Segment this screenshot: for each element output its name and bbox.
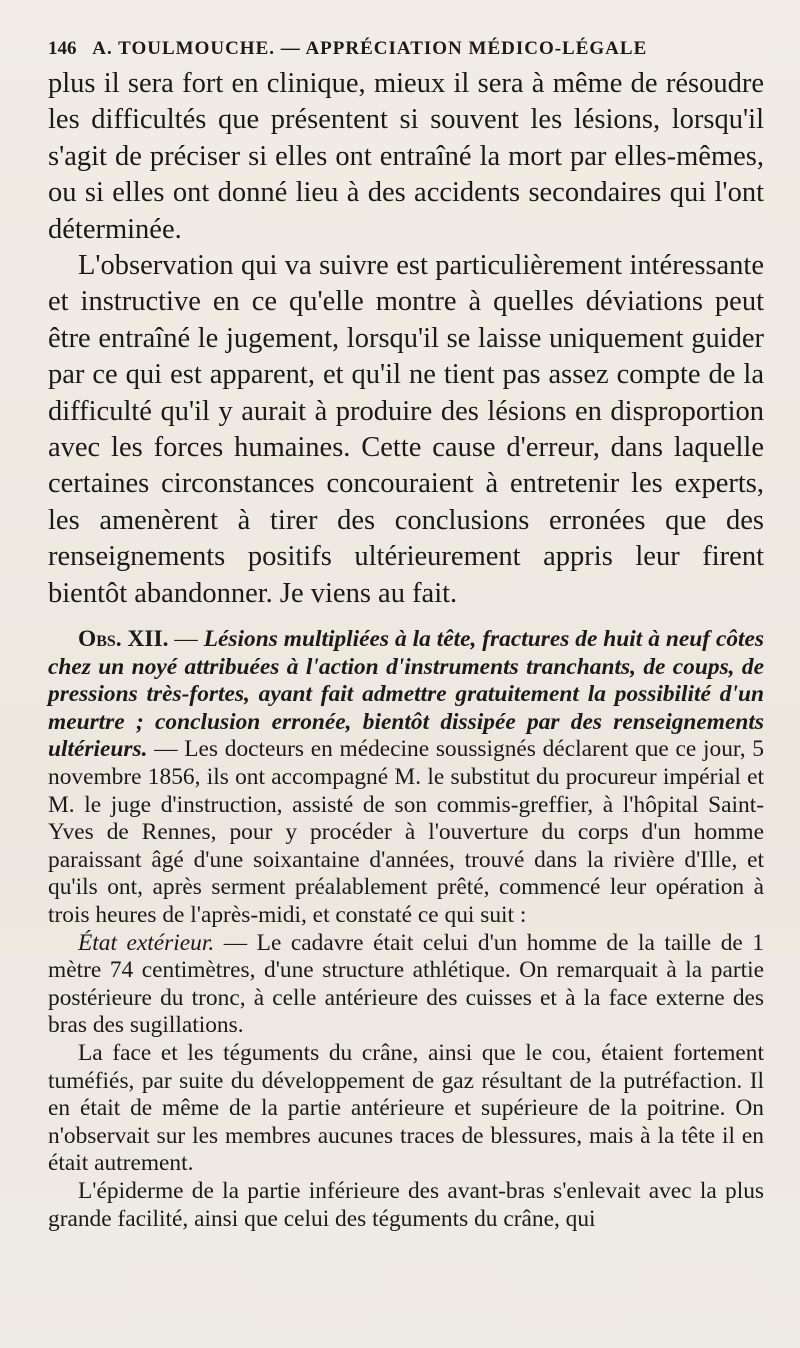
running-header: [48, 34, 764, 64]
section-face-teguments: La face et les téguments du crâne, ainsi que le cou, étaient fortement tuméfiés, par suite du développement de gaz résultant de la putréfaction. Il en était de même de la partie antérieure et supérieure de la poitrine. On n'observait sur les membres aucunes traces de blessures, mais à la tête il en était autrement.: [48, 1040, 764, 1177]
paragraph-observation-intro: L'observation qui va suivre est particulièrement intéressante et instructive en ce qu'elle montre à quelles déviations peut être entraîné le jugement, lorsqu'il se laisse uniquement guider par ce qui est apparent, et qu'il ne tient pas assez compte de la difficulté qu'il y aurait à produire des lésions en disproportion avec les forces humaines. Cette cause d'erreur, dans laquelle certaines circonstances concouraient à entretenir les experts, les amenèrent à tirer des conclusions erronées que des renseignements positifs ultérieurement appris leur firent bientôt abandonner. Je viens au fait.: [48, 250, 764, 609]
observation-block: [48, 626, 764, 1233]
observation-text: — Les docteurs en médecine soussignés déclarent que ce jour, 5 novembre 1856, ils ont accompagné M. le substitut du procureur impérial et M. le juge d'instruction, assisté de son commis-greffier, à l'hôpital Saint-Yves de Rennes, pour y procéder à l'ouverture du corps d'un homme paraissant âgé d'une soixantaine d'années, trouvé dans la rivière d'Ille, et qu'ils ont, après serment préalablement prêté, commencé leur opération à trois heures de l'après-midi, et constaté ce qui suit :: [48, 736, 764, 929]
observation-dash: —: [168, 626, 204, 653]
section-epiderme: L'épiderme de la partie inférieure des avant-bras s'enlevait avec la plus grande facilité, ainsi que celui des téguments du crâne, qui: [48, 1177, 764, 1232]
section-run-in-heading: État extérieur.: [78, 929, 215, 956]
section-etat-exterieur: [48, 930, 764, 1040]
page-number: 146: [48, 38, 77, 59]
running-title: A. TOULMOUCHE. — APPRÉCIATION MÉDICO-LÉGALE: [92, 38, 648, 59]
observation-title: Lésions multipliées à la tête, fractures de huit à neuf côtes chez un noyé attribuées à l'action d'instruments tranchants, de coups, de pressions très-fortes, ayant fait admettre gratuitement la possibilité d'un meurtre ; conclusion erronée, bientôt dissipée par des renseignements ultérieurs.: [48, 626, 765, 763]
observation-label: Obs. XII.: [78, 626, 169, 653]
paragraph-continuation: plus il sera fort en clinique, mieux il sera à même de résoudre les difficultés que présentent si souvent les lésions, lorsqu'il s'agit de préciser si elles ont entraîné la mort par elles-mêmes, ou si elles ont donné lieu à des accidents secondaires qui l'ont déterminée.: [48, 68, 764, 245]
section-text: — Le cadavre était celui d'un homme de la taille de 1 mètre 74 centimètres, d'une structure athlétique. On remarquait à la partie postérieure du tronc, à celle antérieure des cuisses et à la face externe des bras des sugillations.: [48, 929, 765, 1039]
observation-paragraph: [48, 626, 764, 930]
